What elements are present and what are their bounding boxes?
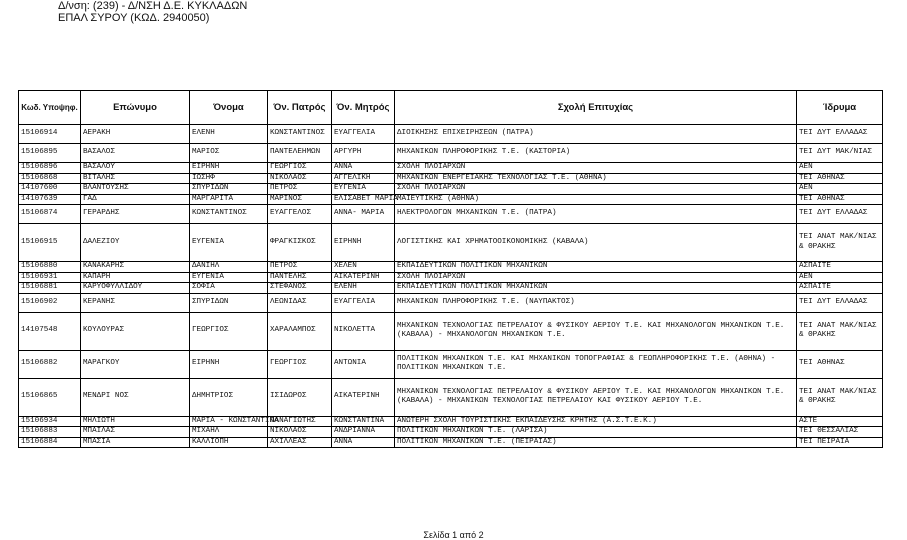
cell-name: ΙΩΣΗΦ (190, 173, 268, 184)
cell-surname: ΑΕΡΑΚΗ (81, 125, 190, 144)
cell-name: ΚΑΛΛΙΟΠΗ (190, 437, 268, 448)
cell-name: ΣΠΥΡΙΔΩΝ (190, 293, 268, 312)
cell-code: 15106931 (19, 272, 81, 283)
cell-mother: ΝΙΚΟΛΕΤΤΑ (332, 312, 395, 350)
cell-institution: ΑΣΠΑΙΤΕ (797, 262, 883, 273)
table-row (19, 427, 883, 438)
cell-institution: ΑΕΝ (797, 163, 883, 174)
cell-school: ΜΗΧΑΝΙΚΩΝ ΠΛΗΡΟΦΟΡΙΚΗΣ Τ.Ε. (ΝΑΥΠΑΚΤΟΣ) (395, 293, 797, 312)
table-row (19, 125, 883, 144)
cell-institution: ΤΕΙ ΔΥΤ ΕΛΛΑΔΑΣ (797, 293, 883, 312)
cell-surname: ΜΕΝΔΡΙ ΝΟΣ (81, 378, 190, 416)
cell-school: ΜΗΧΑΝΙΚΩΝ ΤΕΧΝΟΛΟΓΙΑΣ ΠΕΤΡΕΛΑΙΟΥ & ΦΥΣΙΚΟΥ ΑΕΡΙΟΥ Τ.Ε. ΚΑΙ ΜΗΧΑΝΟΛΟΓΩΝ ΜΗΧΑΝΙΚΩΝ Τ.Ε. (ΚΑΒΑΛΑ) - ΜΗΧΑΝΟΛΟΓΩΝ ΜΗΧΑΝΙΚΩΝ Τ.Ε. (395, 312, 797, 350)
cell-surname: ΜΗΛΙΩΤΗ (81, 416, 190, 427)
cell-institution: ΤΕΙ ΑΘΗΝΑΣ (797, 173, 883, 184)
cell-mother: ΧΕΛΕΝ (332, 262, 395, 273)
cell-mother: ΕΛΕΝΗ (332, 283, 395, 294)
cell-father: ΛΕΩΝΙΔΑΣ (268, 293, 332, 312)
cell-surname: ΓΑΔ (81, 194, 190, 205)
cell-mother: ΑΝΔΡΙΑΝΝΑ (332, 427, 395, 438)
cell-institution: ΤΕΙ ΔΥΤ ΜΑΚ/ΝΙΑΣ (797, 144, 883, 163)
cell-code: 15106882 (19, 350, 81, 378)
cell-mother: ΕΛΙΣΑΒΕΤ ΜΑΡΙΑ (332, 194, 395, 205)
cell-name: ΕΙΡΗΝΗ (190, 350, 268, 378)
cell-name: ΜΑΡΓΑΡΙΤΑ (190, 194, 268, 205)
cell-institution: ΑΣΠΑΙΤΕ (797, 283, 883, 294)
cell-father: ΠΑΝΤΕΛΗΣ (268, 272, 332, 283)
cell-institution: ΤΕΙ ΑΘΗΝΑΣ (797, 350, 883, 378)
table-row (19, 184, 883, 195)
table-row (19, 293, 883, 312)
cell-father: ΕΥΑΓΓΕΛΟΣ (268, 205, 332, 224)
cell-school: ΜΑΙΕΥΤΙΚΗΣ (ΑΘΗΝΑ) (395, 194, 797, 205)
cell-father: ΝΙΚΟΛΑΟΣ (268, 427, 332, 438)
cell-surname: ΚΟΥΛΟΥΡΑΣ (81, 312, 190, 350)
cell-school: ΕΚΠΑΙΔΕΥΤΙΚΩΝ ΠΟΛΙΤΙΚΩΝ ΜΗΧΑΝΙΚΩΝ (395, 283, 797, 294)
col-header-institution: Ίδρυμα (797, 91, 883, 125)
cell-father: ΧΑΡΑΛΑΜΠΟΣ (268, 312, 332, 350)
cell-school: ΑΝΩΤΕΡΗ ΣΧΟΛΗ ΤΟΥΡΙΣΤΙΚΗΣ ΕΚΠΑΙΔΕΥΣΗΣ ΚΡΗΤΗΣ (Α.Σ.Τ.Ε.Κ.) (395, 416, 797, 427)
cell-code: 15106880 (19, 262, 81, 273)
cell-school: ΜΗΧΑΝΙΚΩΝ ΕΝΕΡΓΕΙΑΚΗΣ ΤΕΧΝΟΛΟΓΙΑΣ Τ.Ε. (ΑΘΗΝΑ) (395, 173, 797, 184)
cell-institution: ΤΕΙ ΠΕΙΡΑΙΑ (797, 437, 883, 448)
cell-mother: ΑΓΓΕΛΙΚΗ (332, 173, 395, 184)
cell-surname: ΚΑΝΑΚΑΡΗΣ (81, 262, 190, 273)
cell-surname: ΜΠΑΙΛΑΣ (81, 427, 190, 438)
cell-institution: ΤΕΙ ΔΥΤ ΕΛΛΑΔΑΣ (797, 125, 883, 144)
cell-name: ΕΥΓΕΝΙΑ (190, 272, 268, 283)
results-table (18, 90, 883, 448)
cell-school: ΠΟΛΙΤΙΚΩΝ ΜΗΧΑΝΙΚΩΝ Τ.Ε. (ΛΑΡΙΣΑ) (395, 427, 797, 438)
cell-name: ΔΗΜΗΤΡΙΟΣ (190, 378, 268, 416)
cell-name: ΣΠΥΡΙΔΩΝ (190, 184, 268, 195)
cell-father: ΓΕΩΡΓΙΟΣ (268, 163, 332, 174)
cell-code: 15106902 (19, 293, 81, 312)
cell-code: 15106881 (19, 283, 81, 294)
cell-school: ΜΗΧΑΝΙΚΩΝ ΠΛΗΡΟΦΟΡΙΚΗΣ Τ.Ε. (ΚΑΣΤΟΡΙΑ) (395, 144, 797, 163)
cell-mother: ΑΝΝΑ- ΜΑΡΙΑ (332, 205, 395, 224)
cell-school: ΣΧΟΛΗ ΠΛΟΙΑΡΧΩΝ (395, 163, 797, 174)
col-header-father: Όν. Πατρός (268, 91, 332, 125)
table-row (19, 205, 883, 224)
cell-mother: ΚΩΝΣΤΑΝΤΙΝΑ (332, 416, 395, 427)
cell-surname: ΓΕΡΑΡΔΗΣ (81, 205, 190, 224)
table-row (19, 378, 883, 416)
table-row (19, 194, 883, 205)
table-row (19, 173, 883, 184)
cell-code: 15106915 (19, 224, 81, 262)
table-row (19, 312, 883, 350)
cell-institution: ΤΕΙ ΑΝΑΤ ΜΑΚ/ΝΙΑΣ & ΘΡΑΚΗΣ (797, 224, 883, 262)
cell-code: 15106883 (19, 427, 81, 438)
cell-code: 15106895 (19, 144, 81, 163)
cell-code: 15106914 (19, 125, 81, 144)
cell-name: ΣΟΦΙΑ (190, 283, 268, 294)
cell-name: ΜΑΡΙΑ - ΚΩΝΣΤΑΝΤΙΝΑ (190, 416, 268, 427)
document-header (58, 0, 247, 24)
cell-name: ΜΙΧΑΗΛ (190, 427, 268, 438)
table-header-row (19, 91, 883, 125)
col-header-mother: Όν. Μητρός (332, 91, 395, 125)
cell-surname: ΜΑΡΑΓΚΟΥ (81, 350, 190, 378)
table-row (19, 163, 883, 174)
cell-mother: ΑΝΤΩΝΙΑ (332, 350, 395, 378)
cell-father: ΠΑΝΤΕΛΕΗΜΩΝ (268, 144, 332, 163)
col-header-school: Σχολή Επιτυχίας (395, 91, 797, 125)
table-row (19, 283, 883, 294)
table-row (19, 437, 883, 448)
cell-name: ΓΕΩΡΓΙΟΣ (190, 312, 268, 350)
cell-institution: ΤΕΙ ΑΝΑΤ ΜΑΚ/ΝΙΑΣ & ΘΡΑΚΗΣ (797, 312, 883, 350)
table-row (19, 262, 883, 273)
table-row (19, 350, 883, 378)
cell-code: 15106868 (19, 173, 81, 184)
cell-father: ΝΙΚΟΛΑΟΣ (268, 173, 332, 184)
col-header-code: Κωδ. Υποψηφ. (19, 91, 81, 125)
cell-father: ΠΑΝΑΓΙΩΤΗΣ (268, 416, 332, 427)
cell-school: ΣΧΟΛΗ ΠΛΟΙΑΡΧΩΝ (395, 272, 797, 283)
cell-code: 15106934 (19, 416, 81, 427)
col-header-surname: Επώνυμο (81, 91, 190, 125)
cell-name: ΕΛΕΝΗ (190, 125, 268, 144)
cell-surname: ΒΑΣΑΛΟΥ (81, 163, 190, 174)
cell-school: ΠΟΛΙΤΙΚΩΝ ΜΗΧΑΝΙΚΩΝ Τ.Ε. ΚΑΙ ΜΗΧΑΝΙΚΩΝ ΤΟΠΟΓΡΑΦΙΑΣ & ΓΕΩΠΛΗΡΟΦΟΡΙΚΗΣ Τ.Ε. (ΑΘΗΝΑ) - ΠΟΛΙΤΙΚΩΝ ΜΗΧΑΝΙΚΩΝ Τ.Ε. (395, 350, 797, 378)
cell-school: ΔΙΟΙΚΗΣΗΣ ΕΠΙΧΕΙΡΗΣΕΩΝ (ΠΑΤΡΑ) (395, 125, 797, 144)
cell-name: ΔΑΝΙΗΛ (190, 262, 268, 273)
cell-code: 14107639 (19, 194, 81, 205)
cell-father: ΙΣΙΔΩΡΟΣ (268, 378, 332, 416)
cell-mother: ΑΝΝΑ (332, 437, 395, 448)
cell-mother: ΕΥΑΓΓΕΛΙΑ (332, 125, 395, 144)
cell-surname: ΚΑΡΥΟΦΥΛΛΙΔΟΥ (81, 283, 190, 294)
cell-father: ΠΕΤΡΟΣ (268, 262, 332, 273)
cell-code: 14107548 (19, 312, 81, 350)
cell-surname: ΚΕΡΑΝΗΣ (81, 293, 190, 312)
col-header-name: Όνομα (190, 91, 268, 125)
table-row (19, 272, 883, 283)
cell-institution: ΤΕΙ ΔΥΤ ΕΛΛΑΔΑΣ (797, 205, 883, 224)
cell-mother: ΑΝΝΑ (332, 163, 395, 174)
cell-code: 15106896 (19, 163, 81, 174)
cell-father: ΓΕΩΡΓΙΟΣ (268, 350, 332, 378)
cell-code: 14107600 (19, 184, 81, 195)
cell-institution: ΑΕΝ (797, 184, 883, 195)
cell-institution: ΑΣΤΕ (797, 416, 883, 427)
cell-mother: ΑΙΚΑΤΕΡΙΝΗ (332, 272, 395, 283)
cell-school: ΕΚΠΑΙΔΕΥΤΙΚΩΝ ΠΟΛΙΤΙΚΩΝ ΜΗΧΑΝΙΚΩΝ (395, 262, 797, 273)
page-number: Σελίδα 1 από 2 (423, 530, 484, 540)
cell-mother: ΕΥΓΕΝΙΑ (332, 184, 395, 195)
cell-mother: ΑΡΓΥΡΗ (332, 144, 395, 163)
cell-father: ΣΤΕΦΑΝΟΣ (268, 283, 332, 294)
cell-school: ΜΗΧΑΝΙΚΩΝ ΤΕΧΝΟΛΟΓΙΑΣ ΠΕΤΡΕΛΑΙΟΥ & ΦΥΣΙΚΟΥ ΑΕΡΙΟΥ Τ.Ε. ΚΑΙ ΜΗΧΑΝΟΛΟΓΩΝ ΜΗΧΑΝΙΚΩΝ Τ.Ε. (ΚΑΒΑΛΑ) - ΜΗΧΑΝΙΚΩΝ ΤΕΧΝΟΛΟΓΙΑΣ ΠΕΤΡΕΛΑΙΟΥ ΚΑΙ ΦΥΣΙΚΟΥ ΑΕΡΙΟΥ Τ.Ε. (395, 378, 797, 416)
cell-mother: ΑΙΚΑΤΕΡΙΝΗ (332, 378, 395, 416)
cell-mother: ΕΥΑΓΓΕΛΙΑ (332, 293, 395, 312)
table-row (19, 144, 883, 163)
directorate-line: Δ/νση: (239) - Δ/ΝΣΗ Δ.Ε. ΚΥΚΛΑΔΩΝ (58, 0, 248, 12)
cell-surname: ΚΑΠΑΡΗ (81, 272, 190, 283)
cell-father: ΑΧΙΛΛΕΑΣ (268, 437, 332, 448)
cell-surname: ΒΑΣΑΛΟΣ (81, 144, 190, 163)
cell-mother: ΕΙΡΗΝΗ (332, 224, 395, 262)
table-row (19, 416, 883, 427)
cell-school: ΣΧΟΛΗ ΠΛΟΙΑΡΧΩΝ (395, 184, 797, 195)
cell-code: 15106884 (19, 437, 81, 448)
cell-name: ΜΑΡΙΟΣ (190, 144, 268, 163)
cell-surname: ΒΙΤΑΛΗΣ (81, 173, 190, 184)
cell-surname: ΔΑΛΕΖΙΟΥ (81, 224, 190, 262)
cell-school: ΠΟΛΙΤΙΚΩΝ ΜΗΧΑΝΙΚΩΝ Τ.Ε. (ΠΕΙΡΑΙΑΣ) (395, 437, 797, 448)
cell-father: ΚΩΝΣΤΑΝΤΙΝΟΣ (268, 125, 332, 144)
cell-name: ΚΩΝΣΤΑΝΤΙΝΟΣ (190, 205, 268, 224)
cell-institution: ΑΕΝ (797, 272, 883, 283)
cell-institution: ΤΕΙ ΑΘΗΝΑΣ (797, 194, 883, 205)
cell-father: ΠΕΤΡΟΣ (268, 184, 332, 195)
cell-institution: ΤΕΙ ΘΕΣΣΑΛΙΑΣ (797, 427, 883, 438)
school-line: ΕΠΑΛ ΣΥΡΟΥ (ΚΩΔ. 2940050) (58, 12, 210, 24)
cell-code: 15106865 (19, 378, 81, 416)
cell-school: ΛΟΓΙΣΤΙΚΗΣ ΚΑΙ ΧΡΗΜΑΤΟΟΙΚΟΝΟΜΙΚΗΣ (ΚΑΒΑΛΑ) (395, 224, 797, 262)
cell-institution: ΤΕΙ ΑΝΑΤ ΜΑΚ/ΝΙΑΣ & ΘΡΑΚΗΣ (797, 378, 883, 416)
cell-father: ΦΡΑΓΚΙΣΚΟΣ (268, 224, 332, 262)
cell-school: ΗΛΕΚΤΡΟΛΟΓΩΝ ΜΗΧΑΝΙΚΩΝ Τ.Ε. (ΠΑΤΡΑ) (395, 205, 797, 224)
cell-name: ΕΥΓΕΝΙΑ (190, 224, 268, 262)
table-row (19, 224, 883, 262)
cell-code: 15106874 (19, 205, 81, 224)
cell-father: ΜΑΡΙΝΟΣ (268, 194, 332, 205)
cell-name: ΕΙΡΗΝΗ (190, 163, 268, 174)
cell-surname: ΒΛΑΝΤΟΥΣΗΣ (81, 184, 190, 195)
cell-surname: ΜΠΑΣΙΑ (81, 437, 190, 448)
